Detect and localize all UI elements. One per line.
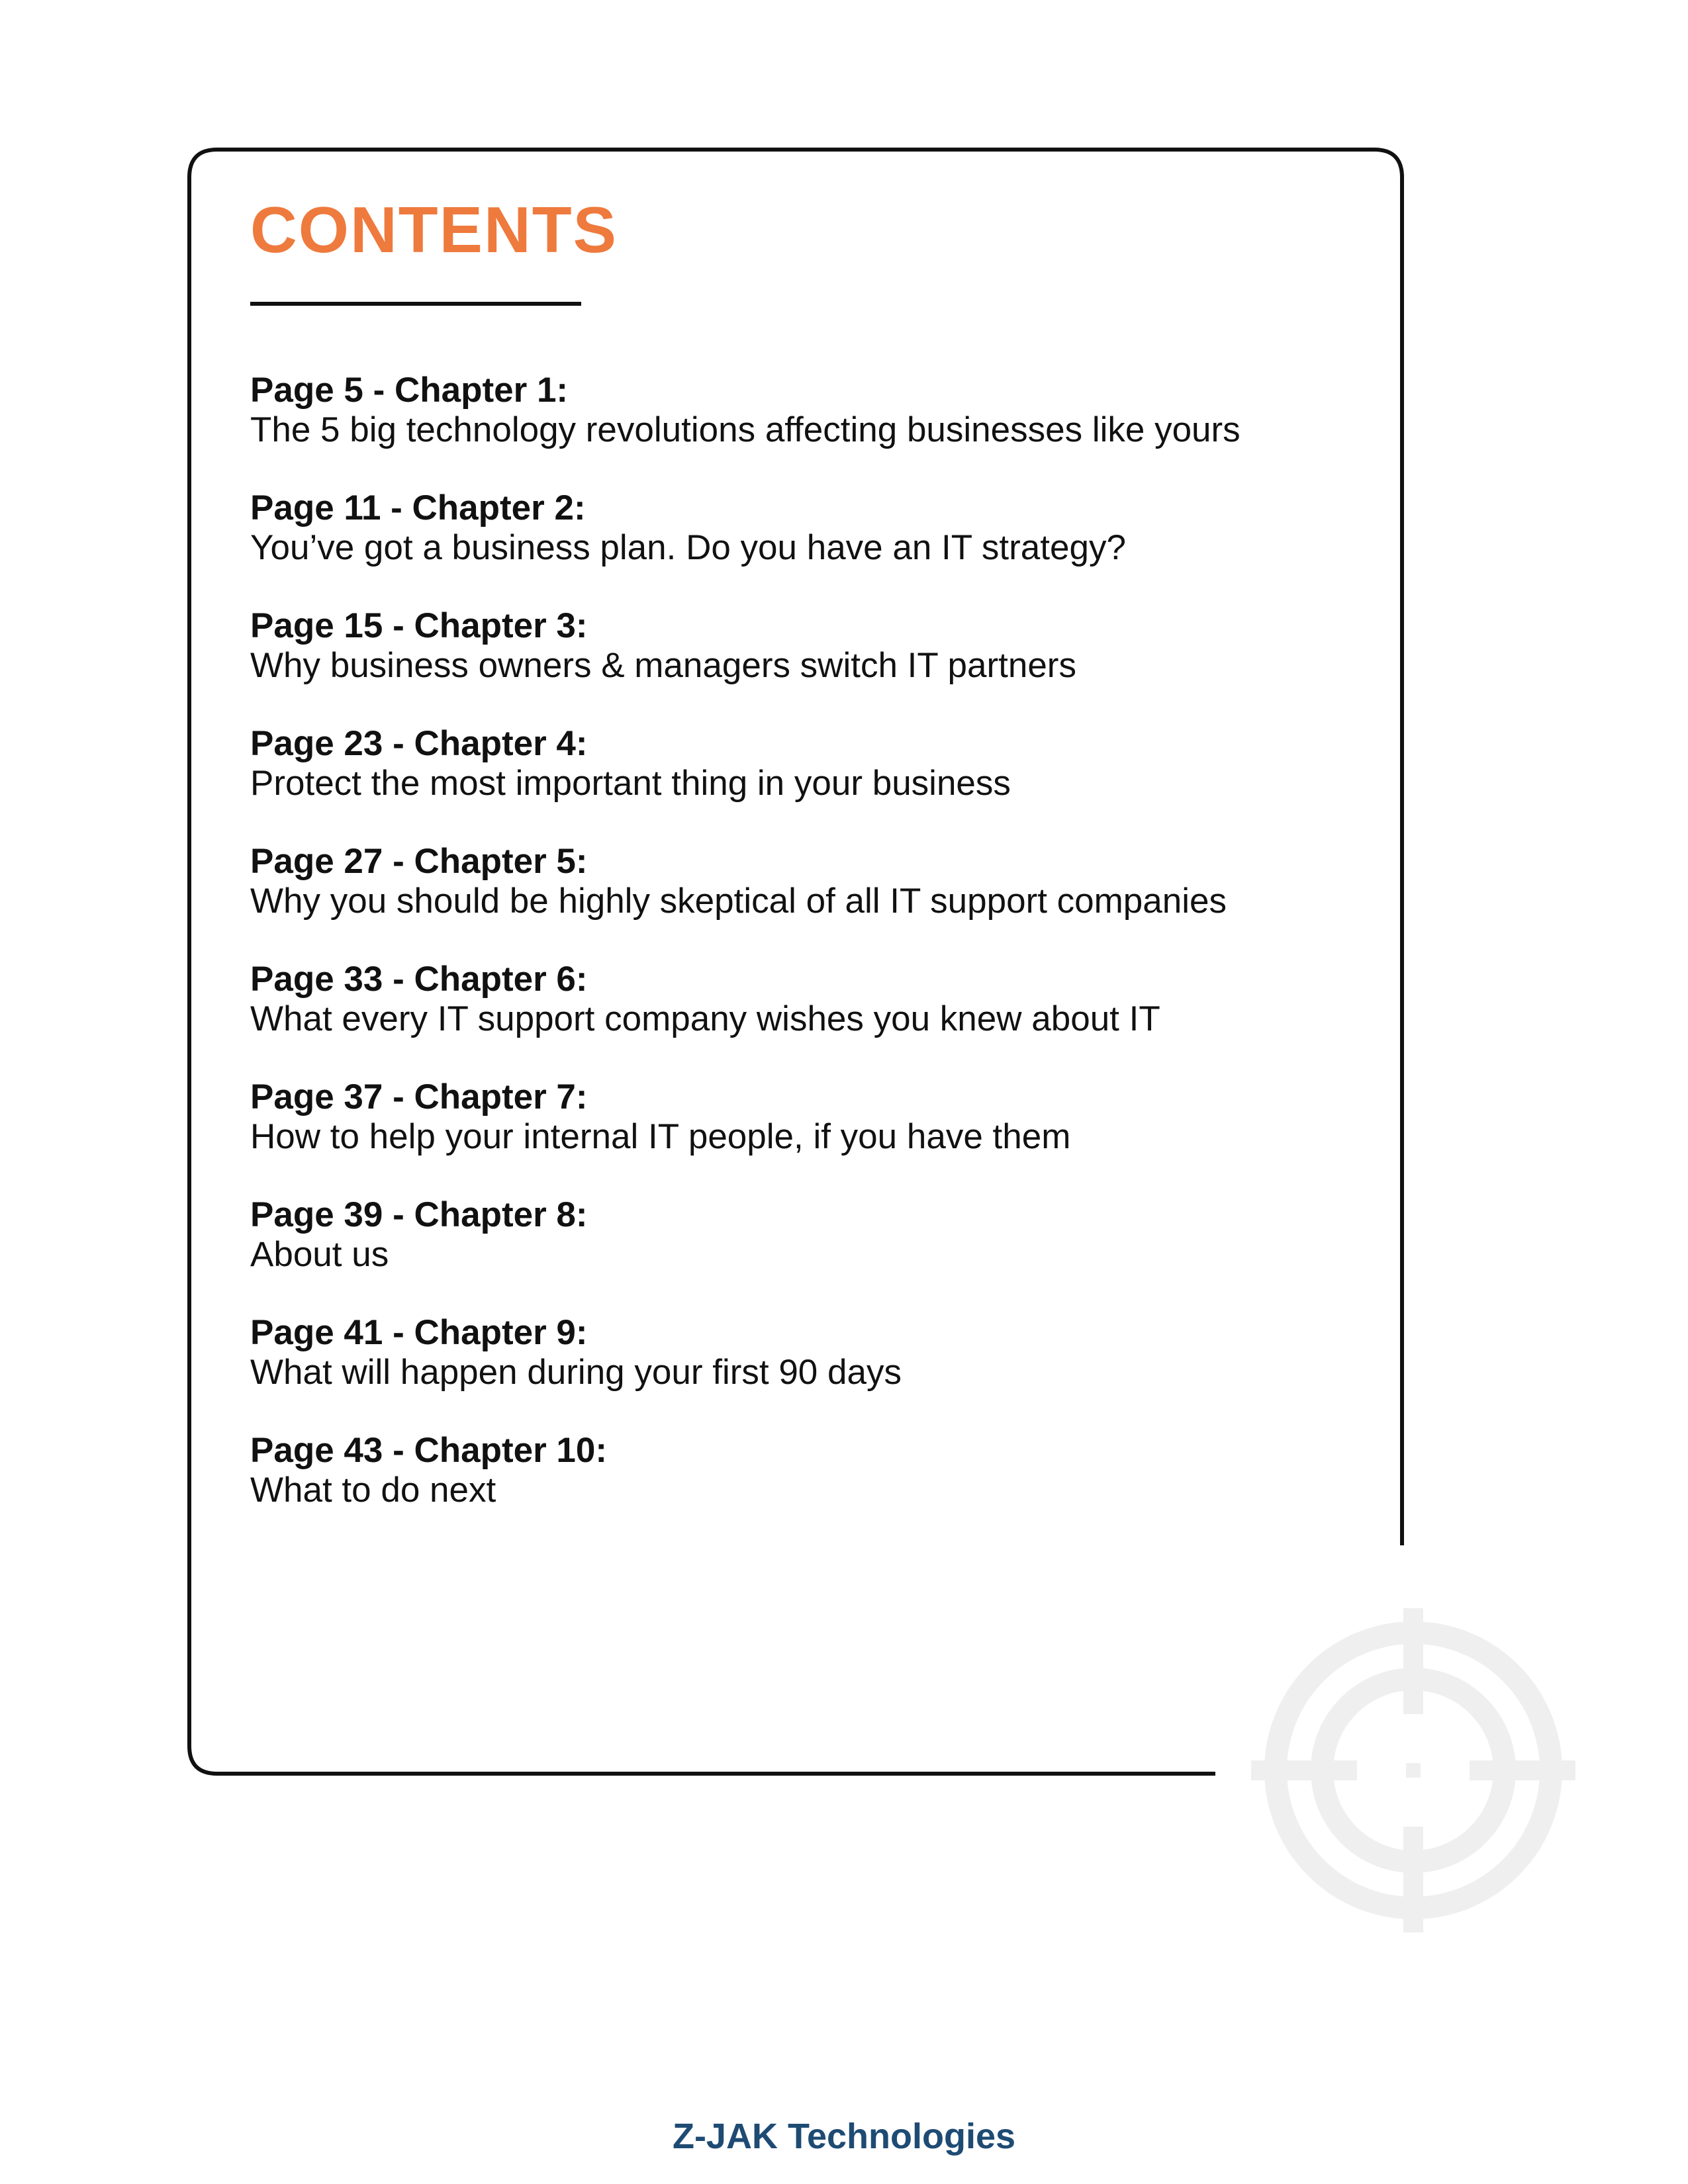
toc-entry[interactable] <box>250 371 1376 488</box>
toc-entry-heading: Page 33 - Chapter 6: <box>250 960 588 999</box>
toc-entry[interactable] <box>250 1077 1376 1195</box>
toc-entry[interactable] <box>250 960 1376 1077</box>
toc-entry-description: How to help your internal IT people, if you have them <box>250 1117 1071 1156</box>
toc-entry-heading: Page 11 - Chapter 2: <box>250 488 586 527</box>
toc-entry-description: Protect the most important thing in your business <box>250 764 1011 803</box>
toc-entry-description: What to do next <box>250 1471 496 1510</box>
toc-entry-description: Why you should be highly skeptical of all IT support companies <box>250 882 1227 921</box>
toc-entry-heading: Page 23 - Chapter 4: <box>250 724 588 763</box>
toc-entry-description: You’ve got a business plan. Do you have an IT strategy? <box>250 528 1126 567</box>
table-of-contents <box>250 371 1376 1549</box>
crosshair-target-icon <box>1244 1602 1582 1939</box>
toc-entry[interactable] <box>250 724 1376 842</box>
toc-entry-description: About us <box>250 1235 389 1274</box>
title-underline <box>250 302 581 306</box>
toc-entry-heading: Page 15 - Chapter 3: <box>250 606 588 645</box>
toc-entry-description: What every IT support company wishes you knew about IT <box>250 999 1160 1038</box>
footer-brand: Z-JAK Technologies <box>672 2116 1016 2156</box>
toc-entry-heading: Page 5 - Chapter 1: <box>250 371 569 410</box>
toc-entry-description: The 5 big technology revolutions affecting businesses like yours <box>250 410 1241 449</box>
toc-entry-description: What will happen during your first 90 days <box>250 1353 902 1392</box>
toc-entry[interactable] <box>250 606 1376 724</box>
toc-entry-heading: Page 37 - Chapter 7: <box>250 1077 588 1116</box>
page-title: CONTENTS <box>250 193 618 266</box>
toc-entry[interactable] <box>250 1313 1376 1431</box>
toc-entry-description: Why business owners & managers switch IT partners <box>250 646 1076 685</box>
toc-entry[interactable] <box>250 1195 1376 1313</box>
toc-entry[interactable] <box>250 488 1376 606</box>
toc-entry-heading: Page 41 - Chapter 9: <box>250 1313 588 1352</box>
toc-entry-heading: Page 43 - Chapter 10: <box>250 1431 608 1470</box>
toc-entry-heading: Page 39 - Chapter 8: <box>250 1195 588 1234</box>
toc-entry[interactable] <box>250 1431 1376 1549</box>
toc-entry-heading: Page 27 - Chapter 5: <box>250 842 588 881</box>
toc-entry[interactable] <box>250 842 1376 960</box>
